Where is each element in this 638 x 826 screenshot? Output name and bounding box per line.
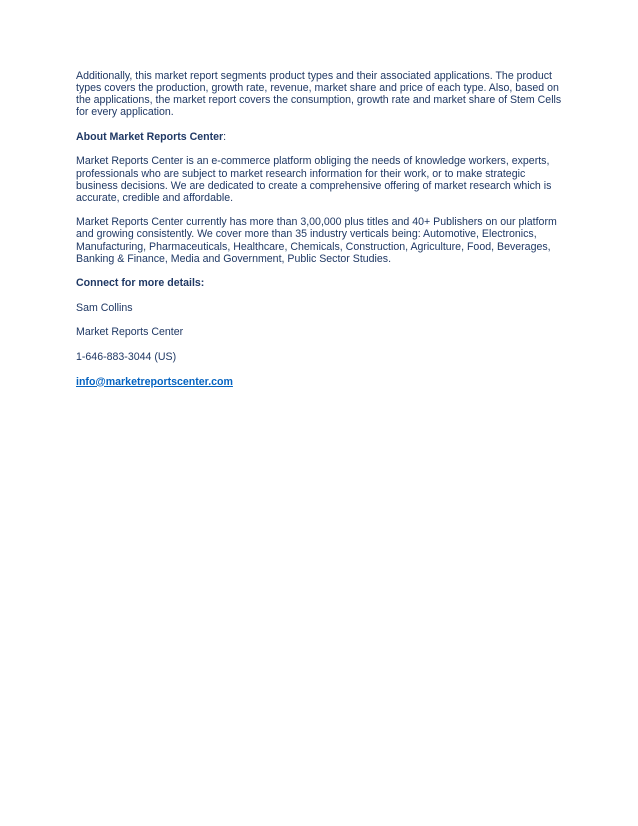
about-paragraph-1: Market Reports Center is an e-commerce platform obliging the needs of knowledge workers, experts, professionals who are subject to market research information for their work, or to make strategic business decisions. We are dedicated to create a comprehensive offering of market research which is accurate, credible and affordable. <box>76 155 552 204</box>
contact-company: Market Reports Center <box>76 326 184 339</box>
contact-email-line <box>76 376 562 388</box>
about-heading <box>76 131 562 143</box>
contact-name: Sam Collins <box>76 301 133 314</box>
document-page <box>76 70 562 400</box>
contact-phone: 1-646-883-3044 (US) <box>76 351 177 363</box>
about-heading-colon: : <box>223 130 227 143</box>
connect-heading: Connect for more details: <box>76 277 205 290</box>
intro-paragraph: Additionally, this market report segments product types and their associated applications. The product types covers the production, growth rate, revenue, market share and price of each type. Also, based on the applications, the market report covers the consumption, growth rate and market share of Stem Cells for every application. <box>76 70 562 119</box>
contact-email-link[interactable]: info@marketreportscenter.com <box>76 375 233 388</box>
about-paragraph-2: Market Reports Center currently has more than 3,00,000 plus titles and 40+ Publishers on our platform and growing consistently. We cover more than 35 industry verticals being: Automotive, Electronics, Manufacturing, Pharmaceuticals, Healthcare, Chemicals, Construction, Agriculture, Food, Beverages, Banking & Finance, Media and Government, Public Sector Studies. <box>76 216 557 265</box>
about-heading-text: About Market Reports Center <box>76 130 224 143</box>
